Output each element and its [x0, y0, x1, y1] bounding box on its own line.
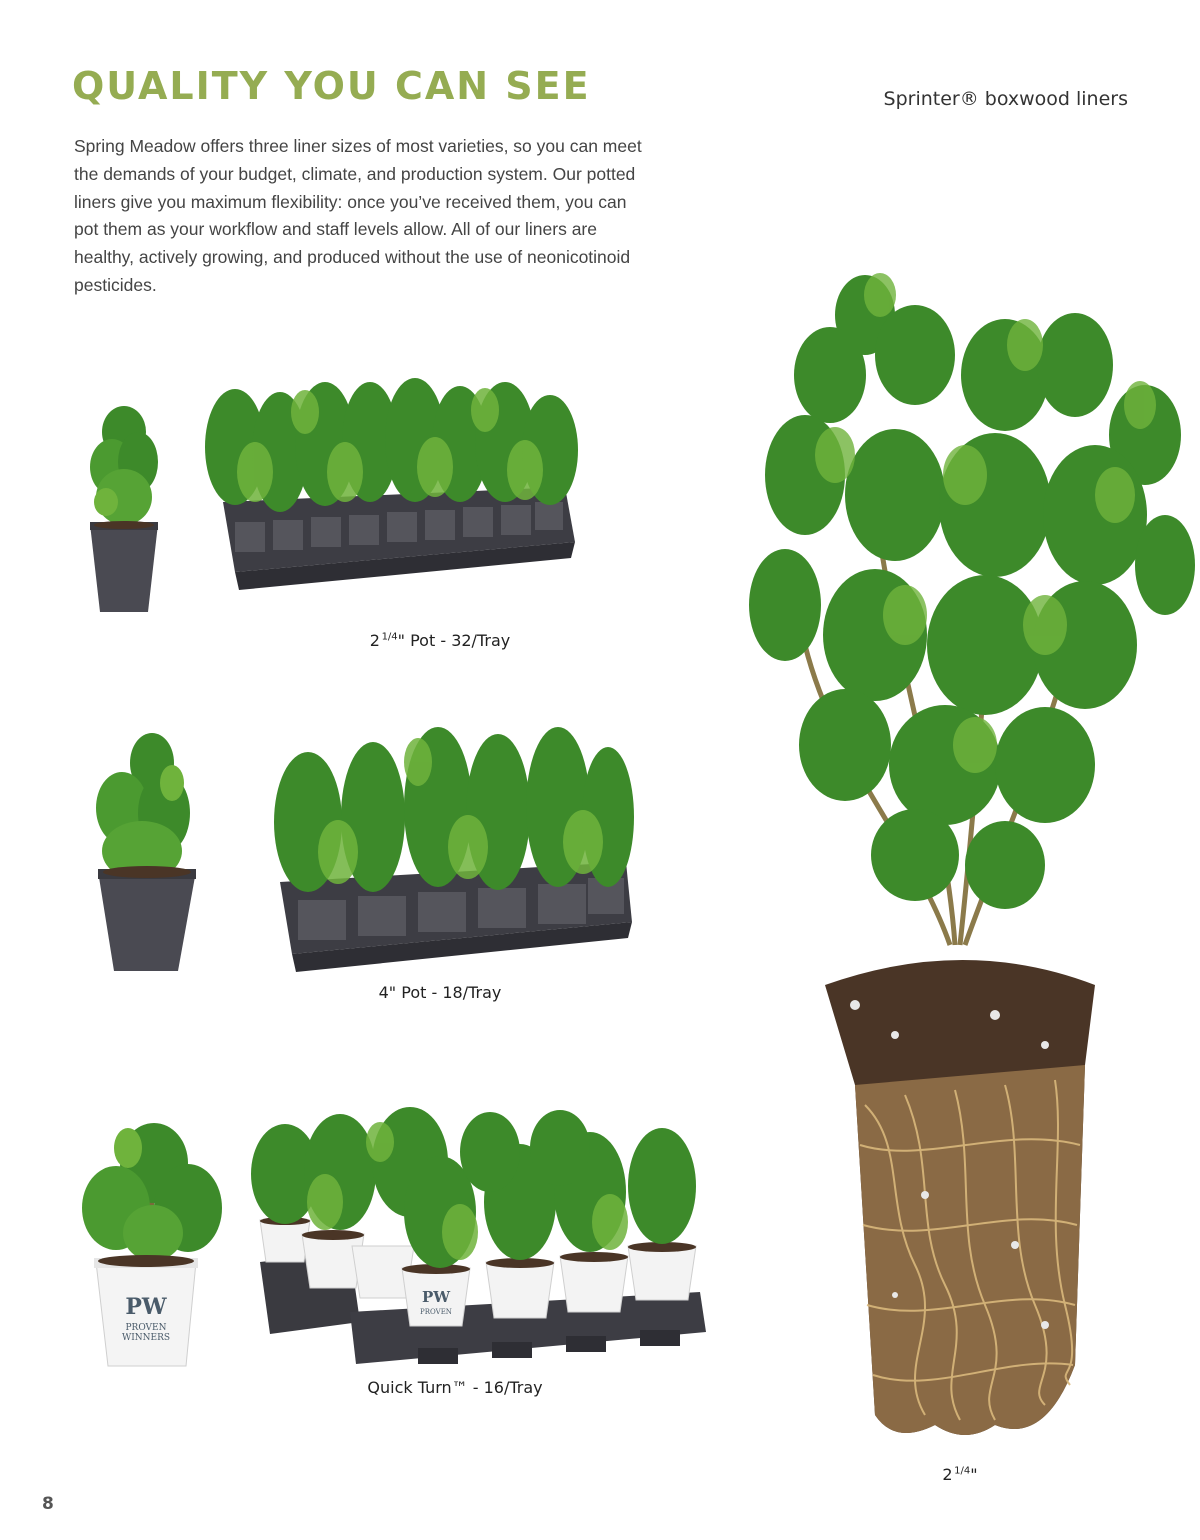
page-number: 8: [42, 1494, 54, 1514]
tray-18-image: [268, 722, 638, 977]
quick-turn-pot-image: [78, 1118, 228, 1368]
tray-pw-logo: PW: [421, 1288, 451, 1306]
caption-small-pot: 2 $^{1/4}$" Pot - 32/Tray: [369, 631, 511, 650]
caption-4in-pot: 4" Pot - 18/Tray: [378, 983, 502, 1002]
tray-32-image: [195, 372, 585, 617]
hero-caption-size: 2 $^{1/4}$": [942, 1465, 978, 1484]
plant-foliage: [90, 406, 158, 532]
tray-brand-line: PROVEN: [420, 1308, 452, 1316]
tray-16-image: [230, 1112, 710, 1367]
hero-liner-image: [745, 245, 1195, 1445]
intro-paragraph: Spring Meadow offers three liner sizes of most varieties, so you can meet the demands of your budget, climate, and production system. Our potted liners give you maximum flexibility: once you’ve received them, you can pot them as your workflow and staff levels allow. All of our liners are healthy, actively growing, and produced without the use of neonicotinoid pesticides.: [74, 136, 642, 295]
page-title: QUALITY YOU CAN SEE: [72, 64, 591, 108]
pw-logo: PW: [125, 1294, 167, 1320]
single-liner-small-image: [86, 402, 166, 617]
brand-line-1: PROVEN: [125, 1323, 167, 1333]
single-liner-4in-image: [92, 733, 202, 973]
hero-caption-top: Sprinter® boxwood liners: [883, 88, 1128, 110]
brand-line-2: WINNERS: [121, 1333, 171, 1343]
caption-quick-turn: Quick Turn™ - 16/Tray: [367, 1378, 543, 1397]
